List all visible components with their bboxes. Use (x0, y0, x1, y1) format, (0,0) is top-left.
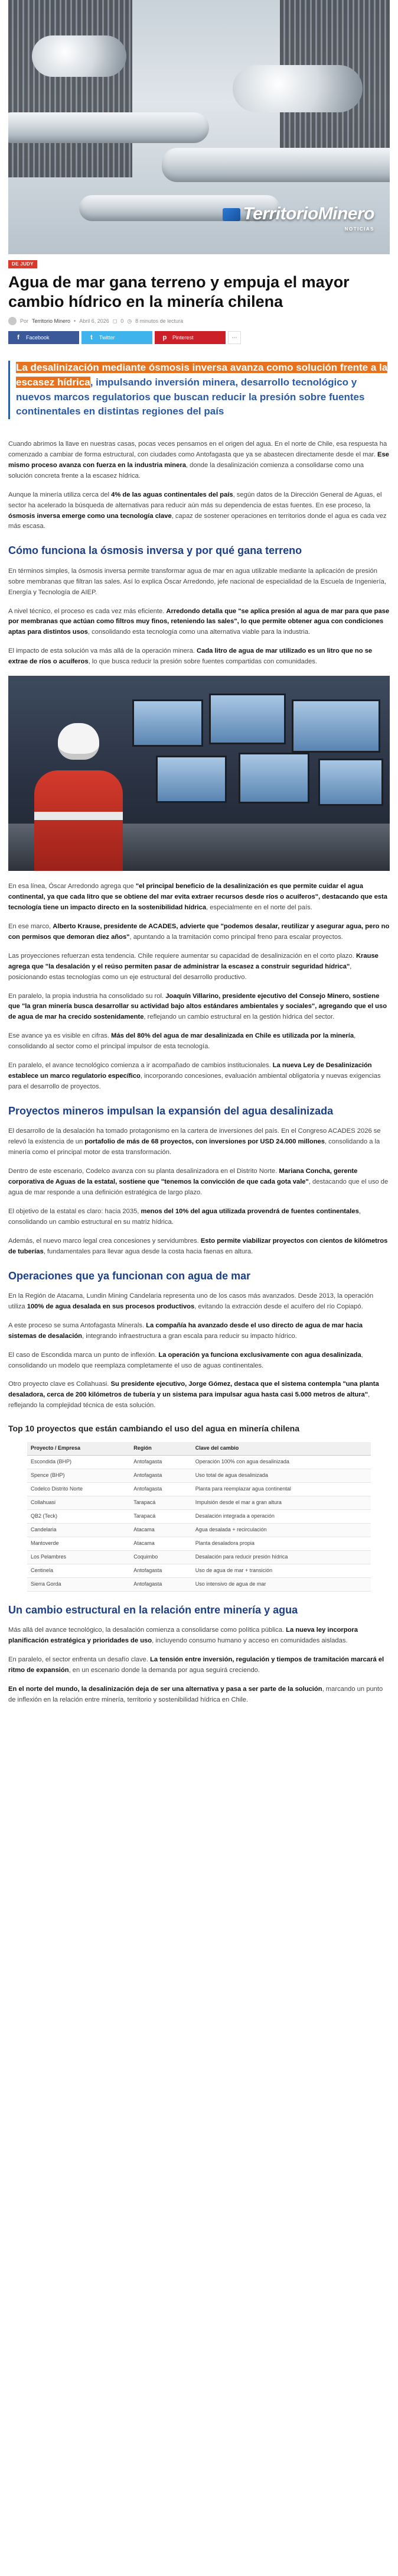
paragraph (8, 1684, 390, 1706)
bold-text: En el norte del mundo, la desalinización deja de ser una alternativa y pasa a ser parte de la solución (8, 1685, 322, 1693)
monitor (209, 694, 286, 744)
lead-rest: , impulsando inversión minera, desarrollo tecnológico y nuevos marcos regulatorios que buscan reducir la presión sobre fuentes continentales en distintas regiones del país (16, 377, 365, 417)
control-room-image (8, 676, 390, 871)
table-cell: Uso de agua de mar + transición (192, 1564, 371, 1577)
table-cell: Tarapacá (130, 1496, 192, 1510)
text: A este proceso se suma Antofagasta Minerals. (8, 1321, 146, 1329)
table-cell: Desalación para reducir presión hídrica (192, 1550, 371, 1564)
paragraph (8, 1350, 390, 1372)
helmet (58, 723, 99, 760)
text: Además, el nuevo marco legal crea concesiones y servidumbres. (8, 1237, 201, 1245)
table-row (27, 1577, 371, 1591)
table-cell: Uso intensivo de agua de mar (192, 1577, 371, 1591)
paragraph (8, 991, 390, 1023)
paragraph (8, 646, 390, 668)
table-cell: Coquimbo (130, 1550, 192, 1564)
text: Cuando abrimos la llave en nuestras casas, pocas veces pensamos en el origen del agua. En el norte de Chile, esa respuesta ha comenzado a cambiar de forma estructural, con ciudades como Antofagasta que ya se abastecen directamente desde el mar. (8, 440, 387, 458)
table-cell: Uso total de agua desalinizada (192, 1469, 371, 1483)
text: , consolidando un cambio estructural en su matriz hídrica. (8, 1207, 361, 1226)
pipe (8, 112, 209, 143)
paragraph (8, 1379, 390, 1411)
text: El objetivo de la estatal es claro: hacia 2035, (8, 1207, 141, 1215)
text: , en un escenario donde la demanda por agua seguirá creciendo. (68, 1666, 260, 1674)
table-cell: Sierra Gorda (27, 1577, 130, 1591)
paragraph (8, 439, 390, 482)
monitor (156, 756, 227, 803)
projects-table-wrapper (8, 1442, 390, 1591)
table-cell: Impulsión desde el mar a gran altura (192, 1496, 371, 1510)
column-header: Proyecto / Empresa (27, 1442, 130, 1455)
text: , apuntando a la tramitación como principal freno para escalar proyectos. (129, 933, 343, 941)
table-cell: Antofagasta (130, 1564, 192, 1577)
text: En paralelo, la propia industria ha consolidado su rol. (8, 992, 166, 1000)
table-cell: Agua desalada + recirculación (192, 1524, 371, 1537)
text: , consolidando un modelo que reemplaza completamente el uso de aguas continentales. (8, 1351, 363, 1369)
table-heading: Top 10 proyectos que están cambiando el uso del agua en minería chilena (8, 1424, 299, 1434)
text: En la Región de Atacama, Lundin Mining Candelaria representa uno de los casos más avanzados. Desde 2013, la operación utiliza (8, 1292, 374, 1310)
paragraph (8, 951, 390, 983)
paragraph (8, 1207, 390, 1228)
text: Las proyecciones refuerzan esta tendencia. Chile requiere aumentar su capacidad de desalinización en el corto plazo. (8, 952, 356, 960)
bold-text: Krause agrega que "la desalación y el reúso permiten pasar de administrar la escasez a construir seguridad hídrica" (8, 952, 379, 970)
bold-text: Esto permite viabilizar proyectos con cientos de kilómetros de tuberías (8, 1237, 388, 1255)
table-row (27, 1537, 371, 1550)
text: En paralelo, el avance tecnológico comienza a ir acompañado de cambios institucionales. (8, 1062, 273, 1070)
paragraph (8, 1061, 390, 1093)
table-cell: QB2 (Teck) (27, 1510, 130, 1524)
text: , consolidando esta tecnología como una alternativa viable para la industria. (87, 628, 311, 636)
monitor (292, 699, 380, 753)
table-cell: Mantoverde (27, 1537, 130, 1550)
category-tag[interactable]: DE JUDY (8, 260, 37, 268)
pipe-rack-left (8, 0, 132, 177)
text: , capaz de sostener operaciones en territorios donde el agua es cada vez más escasa. (8, 512, 387, 530)
text: El desarrollo de la desalación ha tomado protagonismo en la cartera de inversiones del país. En el Congreso ACADES 2026 se relevó la existencia de un (8, 1127, 381, 1146)
read-time: 8 minutos de lectura (135, 317, 184, 324)
bold-text: 4% de las aguas continentales del país (111, 491, 233, 498)
monitor (132, 699, 203, 747)
table-cell: Antofagasta (130, 1577, 192, 1591)
text: , lo que busca reducir la presión sobre fuentes compartidas con comunidades. (88, 658, 317, 666)
share-pinterest-button[interactable] (155, 331, 226, 344)
text: , marcando un punto de inflexión en la relación entre minería, territorio y sostenibilidad hídrica en Chile. (8, 1685, 383, 1703)
table-row (27, 1524, 371, 1537)
paragraph (8, 922, 390, 943)
text: , incorporando concesiones, evaluación ambiental obligatoria y nuevas exigencias para el desarrollo de proyectos. (8, 1072, 381, 1090)
text: , consolidando a la minería como el principal motor de esta transformación. (8, 1138, 380, 1156)
text: En ese marco, (8, 922, 53, 930)
text: , destacando que el uso de agua de mar responde a una definición estratégica de largo plazo. (8, 1178, 389, 1196)
bold-text: 100% de agua desalada en sus procesos productivos (27, 1302, 195, 1310)
projects-table (27, 1442, 371, 1591)
article-meta (8, 317, 390, 325)
facebook-icon: f (17, 333, 19, 341)
column-header: Clave del cambio (192, 1442, 371, 1455)
share-pinterest-label: Pinterest (172, 334, 194, 341)
paragraph (8, 1625, 390, 1647)
paragraph (8, 607, 390, 639)
bold-text: Joaquín Villarino, presidente ejecutivo del Consejo Minero, sostiene que "la gran minería busca desarrollar su actividad bajo altos estándares ambientales y sociales", agregando que el uso de agua de mar ha crecido sostenidamente (8, 992, 387, 1021)
table-cell: Atacama (130, 1524, 192, 1537)
paragraph (8, 1126, 390, 1158)
table-cell: Centinela (27, 1564, 130, 1577)
table-header-row (27, 1442, 371, 1455)
logo-mark-icon (223, 208, 240, 221)
section-heading: Proyectos mineros impulsan la expansión del agua desalinizada (8, 1104, 334, 1117)
table-cell: Planta desaladora propia (192, 1537, 371, 1550)
share-facebook-label: Facebook (26, 334, 50, 341)
bold-text: menos del 10% del agua utilizada provendrá de fuentes continentales (141, 1207, 359, 1215)
text: , según datos de la Dirección General de Aguas, el sector ha acelerado la búsqueda de alternativas para reducir aún más su dependencia de estas fuentes. En ese proceso, la (8, 491, 382, 509)
bold-text: La nueva Ley de Desalinización establece un marco regulatorio específico (8, 1062, 372, 1080)
text: Aunque la minería utiliza cerca del (8, 491, 112, 498)
text: Ese avance ya es visible en cifras. (8, 1032, 112, 1040)
table-row (27, 1496, 371, 1510)
monitor (239, 753, 309, 803)
operator-figure (34, 723, 123, 871)
publish-date: Abril 6, 2026 (79, 317, 109, 324)
twitter-icon: t (90, 333, 93, 341)
comment-count[interactable]: 0 (120, 317, 124, 324)
hero-image (8, 0, 390, 254)
pinterest-icon: p (162, 333, 167, 341)
bold-text: La tensión entre inversión, regulación y tiempos de tramitación marcará el ritmo de expansión (8, 1655, 384, 1674)
site-logo (223, 200, 374, 233)
table-row (27, 1456, 371, 1469)
bold-text: Alberto Krause, presidente de ACADES, advierte que "podemos desalar, reutilizar y asegurar agua, pero no con permisos que demoran diez años" (8, 922, 390, 941)
text: Más allá del avance tecnológico, la desalación comienza a consolidarse como política pública. (8, 1626, 286, 1634)
share-more-button[interactable] (228, 331, 241, 344)
text: , donde la desalinización comienza a consolidarse como una solución concreta frente a la escasez hídrica. (8, 461, 364, 479)
text: , consolidando al sector como el principal impulsor de esta tecnología. (8, 1032, 356, 1051)
table-row (27, 1510, 371, 1524)
text: A nivel técnico, el proceso es cada vez más eficiente. (8, 607, 167, 615)
table-cell: Antofagasta (130, 1456, 192, 1469)
share-facebook-button[interactable] (8, 331, 79, 344)
paragraph (8, 882, 390, 913)
table-row (27, 1564, 371, 1577)
bold-text: Cada litro de agua de mar utilizado es un litro que no se extrae de ríos o acuíferos (8, 647, 373, 666)
table-cell: Los Pelambres (27, 1550, 130, 1564)
table-cell: Atacama (130, 1537, 192, 1550)
section-heading: Operaciones que ya funcionan con agua de mar (8, 1269, 251, 1282)
paragraph (8, 1167, 390, 1198)
membrane-vessel (32, 35, 126, 77)
reflective-stripe (34, 812, 123, 820)
text: , fundamentales para llevar agua desde la costa hacia faenas en altura. (43, 1248, 253, 1255)
text: , reflejando la complejidad técnica de esta solución. (8, 1391, 370, 1409)
text: , reflejando un cambio estructural en la gestión hídrica del sector. (143, 1013, 335, 1021)
text: , posicionando estas tecnologías como un eje estructural del desarrollo productivo. (8, 963, 352, 981)
paragraph (8, 1655, 390, 1676)
table-cell: Desalación integrada a operación (192, 1510, 371, 1524)
table-cell: Spence (BHP) (27, 1469, 130, 1483)
column-header: Región (130, 1442, 192, 1455)
logo-subtext: NOTICIAS (344, 226, 374, 232)
share-twitter-button[interactable] (81, 331, 152, 344)
monitor (318, 759, 383, 806)
bold-text: "el principal beneficio de la desalinización es que permite cuidar el agua continental, ya que cada litro que se obtiene del mar evita extraer recursos desde ríos o acuíferos", destacando que esta tecnología tiene un impacto directo en la sostenibilidad hídrica (8, 883, 387, 912)
text: En paralelo, el sector enfrenta un desafío clave. (8, 1655, 151, 1663)
comment-icon: ◻ (112, 317, 118, 324)
paragraph (8, 1321, 390, 1342)
pipe (162, 148, 390, 182)
bold-text: portafolio de más de 68 proyectos, con inversiones por USD 24.000 millones (84, 1138, 325, 1146)
text: Dentro de este escenario, Codelco avanza con su planta desalinizadora en el Distrito Norte. (8, 1168, 279, 1175)
bold-text: La nueva ley incorpora planificación estratégica y prioridades de uso (8, 1626, 358, 1645)
article-title: Agua de mar gana terreno y empuja el mayor cambio hídrico en la minería chilena (8, 273, 350, 310)
section-heading: Un cambio estructural en la relación entre minería y agua (8, 1603, 298, 1616)
article-lead (8, 361, 390, 419)
bold-text: Más del 80% del agua de mar desalinizada en Chile es utilizada por la minería (111, 1032, 354, 1040)
paragraph (8, 1031, 390, 1052)
lead-highlight: La desalinización mediante ósmosis inversa avanza como solución frente a la escasez hídrica (16, 362, 388, 388)
text: El caso de Escondida marca un punto de inflexión. (8, 1351, 159, 1359)
user-avatar-icon (8, 317, 17, 325)
bold-text: La operación ya funciona exclusivamente con agua desalinizada (158, 1351, 361, 1359)
table-row (27, 1483, 371, 1496)
author-link[interactable]: Territorio Minero (32, 317, 71, 324)
table-cell: Codelco Distrito Norte (27, 1483, 130, 1496)
membrane-vessel (233, 65, 363, 112)
paragraph (8, 1291, 390, 1313)
table-cell: Planta para reemplazar agua continental (192, 1483, 371, 1496)
text: , especialmente en el norte del país. (206, 904, 312, 912)
logo-text: TerritorioMinero (243, 204, 374, 224)
table-cell: Operación 100% con agua desalinizada (192, 1456, 371, 1469)
share-twitter-label: Twitter (99, 334, 115, 341)
paragraph (8, 490, 390, 533)
table-cell: Candelaria (27, 1524, 130, 1537)
text: , incluyendo consumo humano y acceso en comunidades aisladas. (152, 1637, 348, 1645)
uniform (34, 770, 123, 871)
bold-text: Su presidente ejecutivo, Jorge Gómez, destaca que el sistema contempla "una planta desaladora, cerca de 200 kilómetros de tubería y un sistema para impulsar agua hasta casi 5.000 metros de altura" (8, 1381, 379, 1399)
clock-icon: ◷ (127, 317, 132, 324)
bold-text: Mariana Concha, gerente corporativa de Aguas de la estatal, sostiene que "tenemos la convicción de que cada gota vale" (8, 1168, 358, 1185)
share-bar (8, 331, 390, 344)
bold-text: Ese mismo proceso avanza con fuerza en la industria minera (8, 451, 389, 469)
text: , integrando infraestructura a gran escala para reducir su impacto hídrico. (82, 1332, 297, 1340)
table-cell: Escondida (BHP) (27, 1456, 130, 1469)
text: En esa línea, Óscar Arredondo agrega que (8, 883, 136, 890)
bold-text: ósmosis inversa emerge como una tecnología clave (8, 512, 172, 520)
meta-prefix: Por (20, 317, 29, 324)
table-row (27, 1469, 371, 1483)
paragraph: En términos simples, la ósmosis inversa permite transformar agua de mar en agua utilizable mediante la aplicación de presión sobre membranas que filtran las sales. Así lo explica Óscar Arredondo, jefe nacional de especialidad de la Escuela de Ingeniería, Energía y Tecnología de AIEP. (8, 567, 386, 596)
more-icon: ⋯ (231, 334, 237, 341)
table-cell: Collahuasi (27, 1496, 130, 1510)
table-row (27, 1550, 371, 1564)
paragraph (8, 1236, 390, 1258)
text: , evitando la extracción desde el acuífero del río Copiapó. (194, 1302, 363, 1310)
text: El impacto de esta solución va más allá de la operación minera. (8, 647, 197, 655)
clock-icon: • (74, 317, 76, 324)
table-cell: Antofagasta (130, 1483, 192, 1496)
table-cell: Antofagasta (130, 1469, 192, 1483)
table-cell: Tarapacá (130, 1510, 192, 1524)
bold-text: La compañía ha avanzado desde el uso directo de agua de mar hacia sistemas de desalación (8, 1321, 363, 1340)
text: Otro proyecto clave es Collahuasi. (8, 1381, 111, 1388)
bold-text: Arredondo detalla que "se aplica presión al agua de mar para que pase por membranas que actúan como filtros muy finos, reteniendo las sales", lo que permite obtener agua con condiciones aptas para distintos usos (8, 607, 390, 636)
section-heading: Cómo funciona la ósmosis inversa y por qué gana terreno (8, 545, 302, 557)
